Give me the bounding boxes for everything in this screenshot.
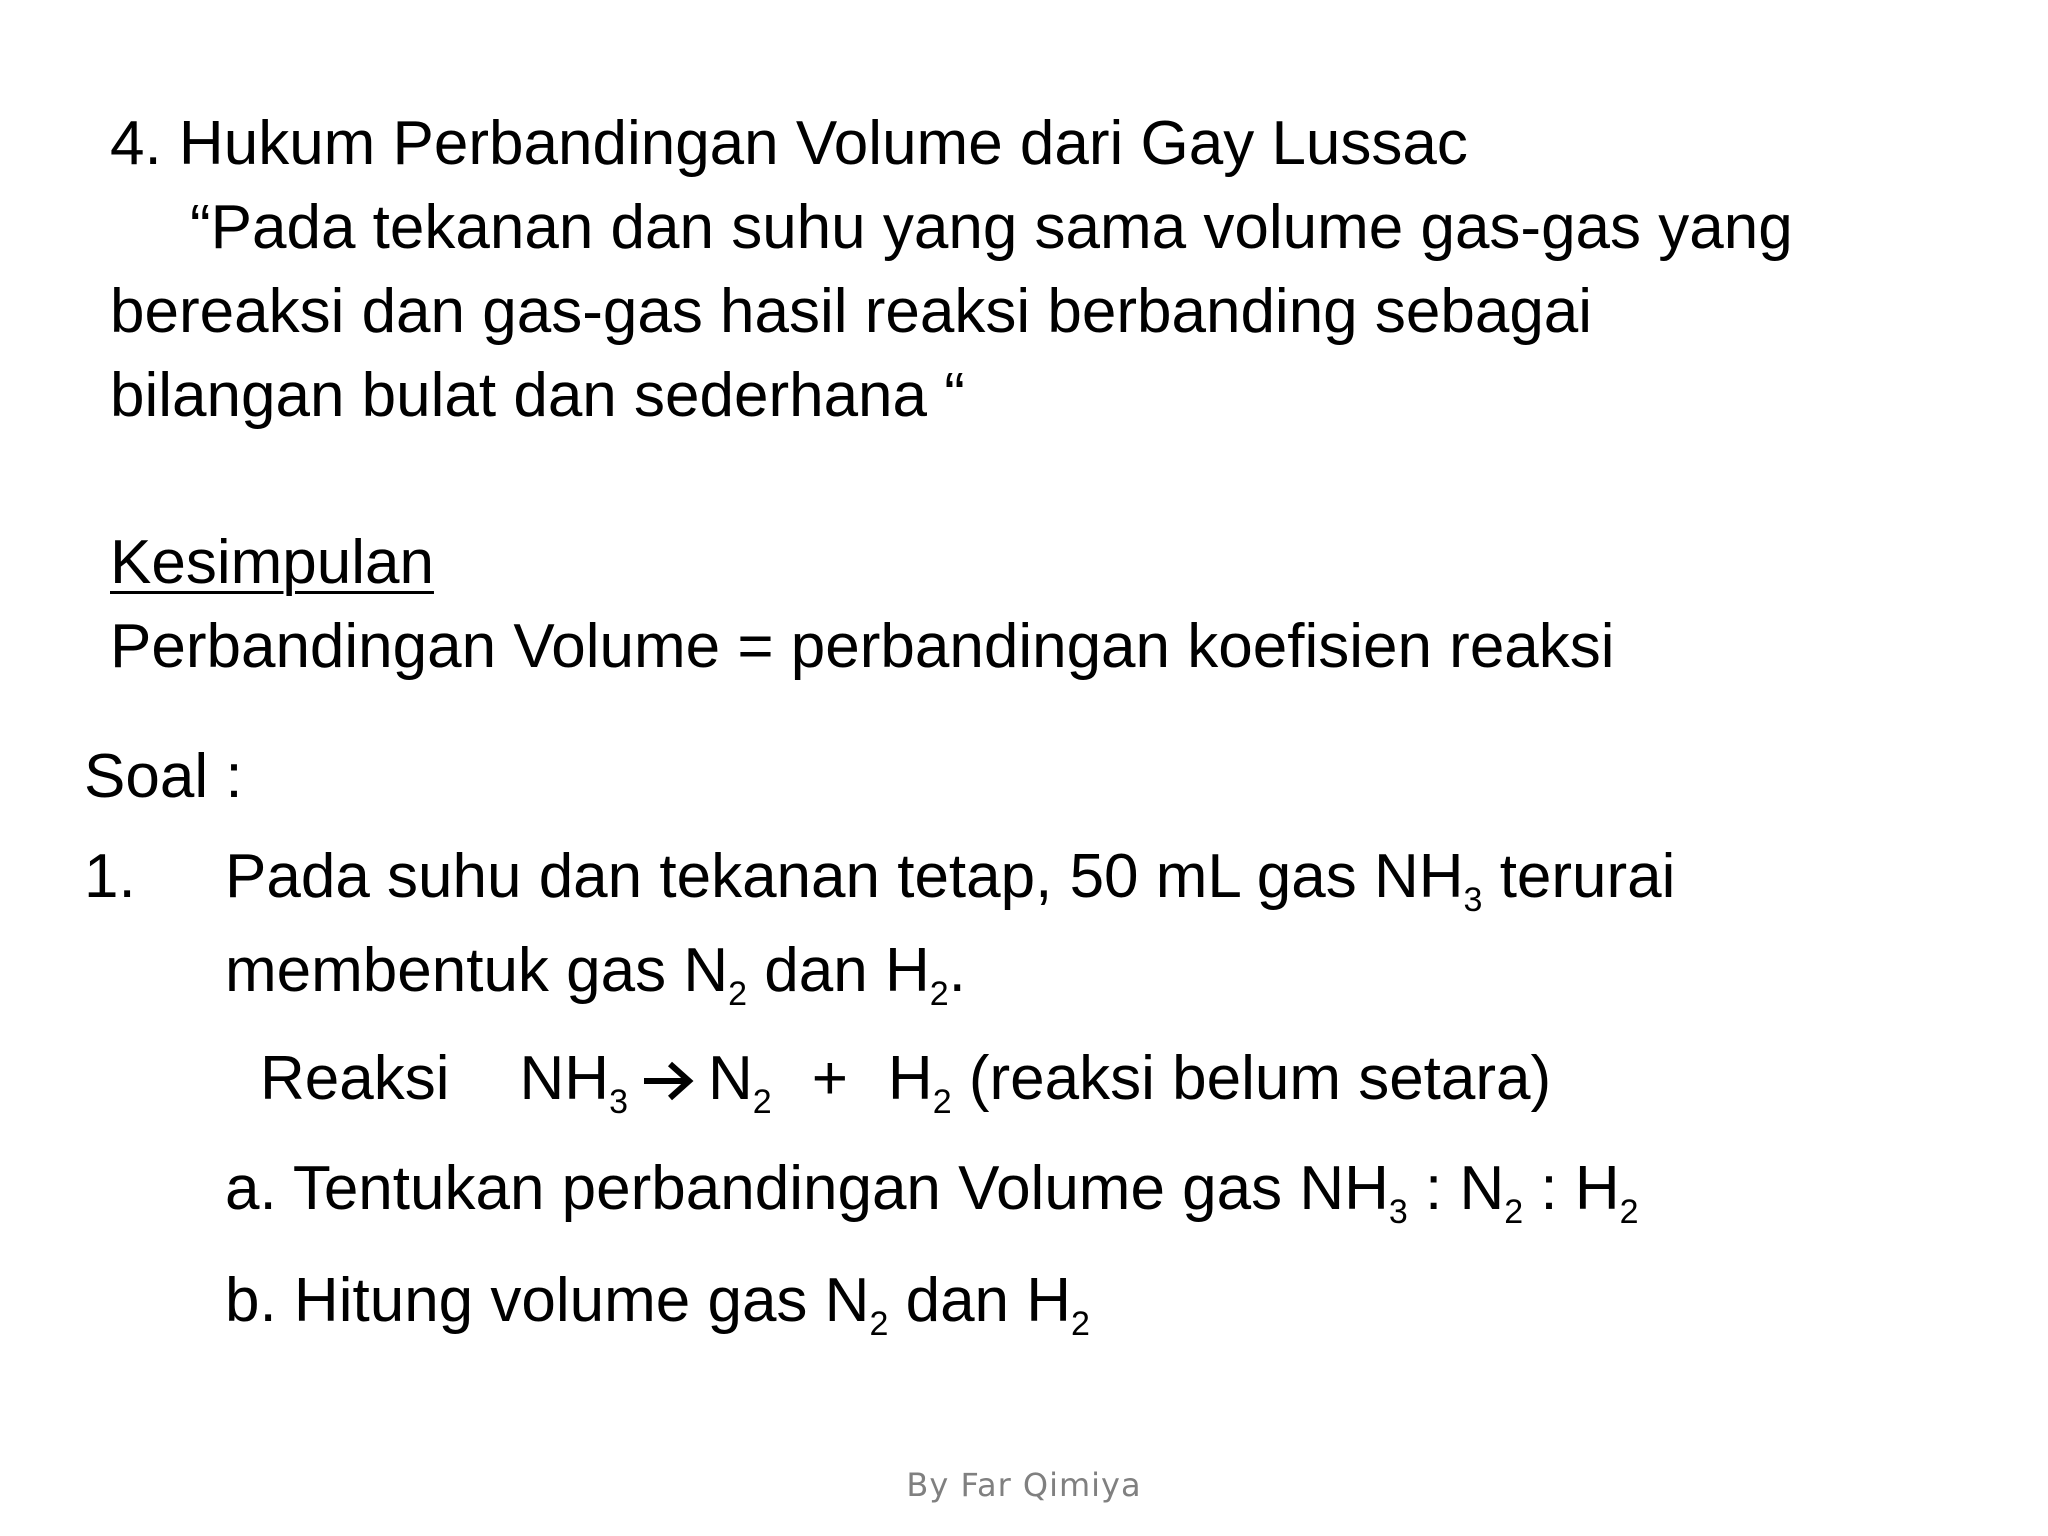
reactant-formula: NH (519, 1044, 610, 1113)
question-line-2-text: membentuk gas N (225, 936, 729, 1005)
reaction-note: (reaksi belum setara) (951, 1044, 1552, 1113)
subscript: 2 (1619, 1193, 1639, 1231)
subscript: 3 (1463, 881, 1483, 919)
subscript: 2 (1071, 1305, 1090, 1343)
subscript: 2 (929, 975, 949, 1013)
question-line-1 (225, 842, 1676, 919)
subscript: 2 (752, 1083, 772, 1121)
subscript: 2 (728, 975, 748, 1013)
subscript: 3 (1388, 1193, 1408, 1231)
subscript: 3 (609, 1083, 628, 1121)
question-line-1-text: Pada suhu dan tekanan tetap, 50 mL gas NH (225, 842, 1464, 911)
section-title: 4. Hukum Perbandingan Volume dari Gay Lussac (110, 109, 1468, 178)
law-quote-line-1: “Pada tekanan dan suhu yang sama volume gas-gas yang (190, 193, 1793, 262)
footer-credit: By Far Qimiya (906, 1466, 1142, 1504)
reaction-equation (260, 1044, 1552, 1121)
subscript: 2 (1504, 1193, 1524, 1231)
kesimpulan-text: Perbandingan Volume = perbandingan koefisien reaksi (110, 612, 1615, 681)
kesimpulan-heading: Kesimpulan (110, 528, 434, 597)
product-2-formula: H (887, 1044, 933, 1113)
sub-question-a (225, 1154, 1639, 1231)
product-1-formula: N (708, 1044, 753, 1113)
sub-question-b (225, 1266, 1090, 1343)
soal-heading: Soal : (84, 742, 243, 811)
ratio-separator: : H (1523, 1154, 1620, 1223)
law-quote-line-2: bereaksi dan gas-gas hasil reaksi berbanding sebagai (110, 277, 1593, 346)
question-number: 1. (84, 842, 136, 911)
arrow-right-icon (642, 1059, 696, 1103)
question-line-2-suffix: . (948, 936, 966, 1005)
question-line-2-mid: dan H (747, 936, 930, 1005)
reaction-label: Reaksi (260, 1044, 450, 1113)
sub-question-b-mid: dan H (888, 1266, 1072, 1335)
law-quote-line-3: bilangan bulat dan sederhana “ (110, 361, 965, 430)
plus-sign: + (811, 1044, 848, 1113)
ratio-separator: : N (1407, 1154, 1505, 1223)
sub-question-b-text: b. Hitung volume gas N (225, 1266, 870, 1335)
question-line-2 (225, 936, 966, 1013)
sub-question-a-text: a. Tentukan perbandingan Volume gas NH (225, 1154, 1389, 1223)
question-line-1-suffix: terurai (1482, 842, 1676, 911)
subscript: 2 (932, 1083, 952, 1121)
subscript: 2 (869, 1305, 889, 1343)
